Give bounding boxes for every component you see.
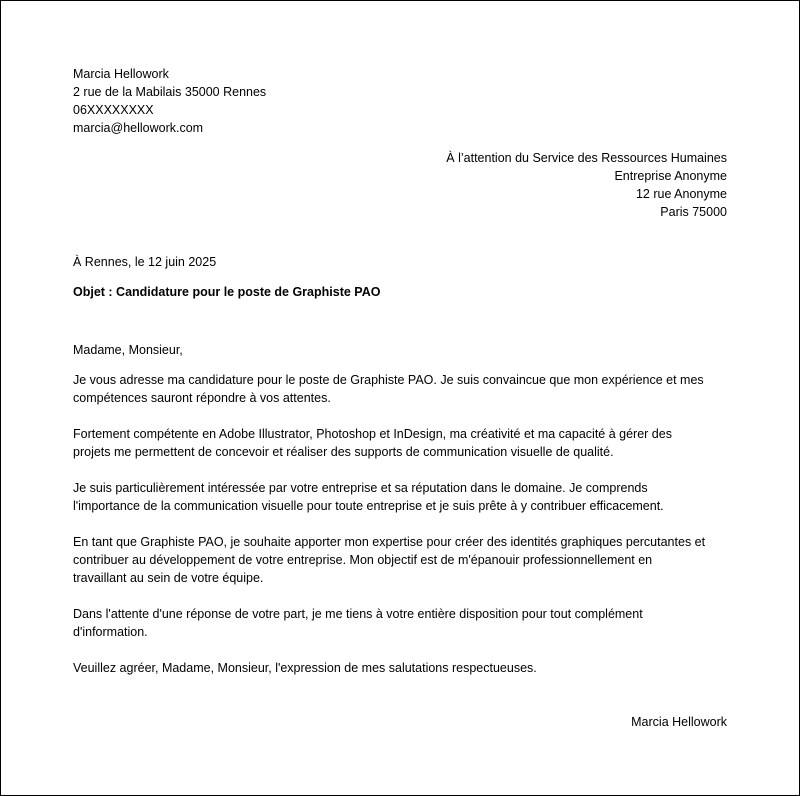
recipient-company: Entreprise Anonyme: [614, 169, 727, 183]
paragraph-5: [73, 605, 733, 641]
paragraph-line: En tant que Graphiste PAO, je souhaite apporter mon expertise pour créer des identités graphiques percutantes et: [73, 535, 706, 549]
paragraph-line: l'importance de la communication visuelle pour toute entreprise et je suis prête à y contribuer efficacement.: [73, 499, 664, 513]
sender-phone: 06XXXXXXXX: [73, 103, 154, 117]
paragraph-line: travaillant au sein de votre équipe.: [73, 571, 264, 585]
paragraph-line: Veuillez agréer, Madame, Monsieur, l'expression de mes salutations respectueuses.: [73, 661, 537, 675]
paragraph-line: contribuer au développement de votre entreprise. Mon objectif est de m'épanouir professionnellement en: [73, 553, 653, 567]
paragraph-4: [73, 533, 733, 587]
paragraph-line: Dans l'attente d'une réponse de votre part, je me tiens à votre entière disposition pour tout complément: [73, 607, 643, 621]
sender-email: marcia@hellowork.com: [73, 121, 204, 135]
paragraph-line: Je suis particulièrement intéressée par votre entreprise et sa réputation dans le domaine. Je comprends: [73, 481, 648, 495]
recipient-street: 12 rue Anonyme: [635, 187, 727, 201]
subject-line: Objet : Candidature pour le poste de Graphiste PAO: [73, 285, 381, 299]
paragraph-line: projets me permettent de concevoir et réaliser des supports de communication visuelle de qualité.: [73, 445, 614, 459]
sender-name: Marcia Hellowork: [73, 67, 169, 81]
paragraph-2: [73, 425, 733, 461]
recipient-city: Paris 75000: [660, 205, 727, 219]
paragraph-3: [73, 479, 733, 515]
sender-address: 2 rue de la Mabilais 35000 Rennes: [73, 85, 267, 99]
salutation: Madame, Monsieur,: [73, 343, 183, 357]
paragraph-1: [73, 371, 733, 407]
closing-paragraph: [73, 659, 733, 677]
recipient-attention: À l’attention du Service des Ressources Humaines: [446, 151, 727, 165]
paragraph-line: Je vous adresse ma candidature pour le poste de Graphiste PAO. Je suis convaincue que mon expérience et mes: [73, 373, 704, 387]
date-line: À Rennes, le 12 juin 2025: [73, 255, 217, 269]
paragraph-line: Fortement compétente en Adobe Illustrator, Photoshop et InDesign, ma créativité et ma capacité à gérer des: [73, 427, 672, 441]
paragraph-line: compétences sauront répondre à vos attentes.: [73, 391, 331, 405]
paragraph-line: d'information.: [73, 625, 148, 639]
signature: Marcia Hellowork: [631, 715, 727, 729]
